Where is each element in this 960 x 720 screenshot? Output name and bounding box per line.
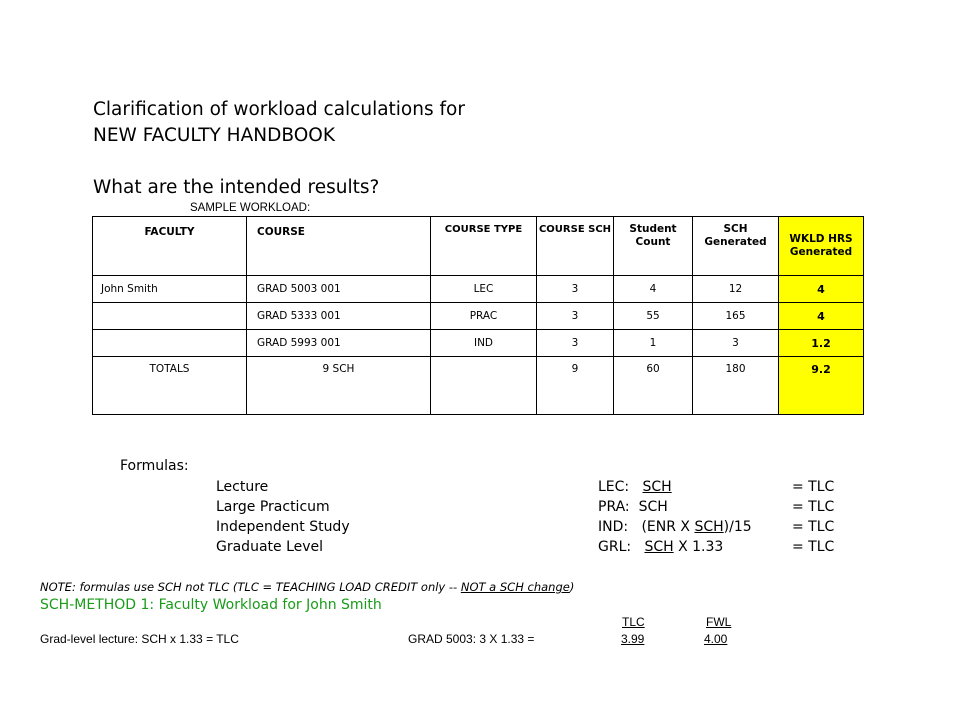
cell-faculty (93, 330, 247, 357)
note-text: NOTE: formulas use SCH not TLC (TLC = TEACHING LOAD CREDIT only -- NOT a SCH change) (40, 580, 575, 594)
cell-sch: 3 (537, 330, 614, 357)
cell-totals-course: 9 SCH (247, 357, 431, 415)
cell-wkld: 4 (779, 303, 864, 330)
tlc-value: 3.99 (621, 632, 645, 646)
sample-workload-label: SAMPLE WORKLOAD: (190, 202, 311, 214)
formula-name: Independent Study (216, 519, 350, 535)
cell-faculty: John Smith (93, 276, 247, 303)
cell-sch: 3 (537, 276, 614, 303)
header-wkld-hrs: WKLD HRS Generated (779, 217, 864, 276)
cell-totals-sch: 9 (537, 357, 614, 415)
cell-totals-wkld: 9.2 (779, 357, 864, 415)
formula-expression: LEC: SCH (598, 479, 672, 495)
formula-result: = TLC (792, 539, 835, 555)
cell-totals-count: 60 (614, 357, 693, 415)
title-line-1: Clarification of workload calculations for (93, 99, 465, 120)
question-heading: What are the intended results? (93, 177, 380, 198)
cell-count: 55 (614, 303, 693, 330)
formula-expression: PRA: SCH (598, 499, 668, 515)
table-row (93, 303, 864, 330)
formula-name: Lecture (216, 479, 269, 495)
cell-faculty (93, 303, 247, 330)
calc-course: GRAD 5003: 3 X 1.33 = (408, 632, 535, 646)
cell-type: LEC (431, 276, 537, 303)
cell-wkld: 4 (779, 276, 864, 303)
cell-totals-sch-generated: 180 (693, 357, 779, 415)
fwl-value: 4.00 (704, 632, 728, 646)
formula-expression: GRL: SCH X 1.33 (598, 539, 724, 555)
formula-name: Large Practicum (216, 499, 330, 515)
formula-row (216, 517, 835, 537)
cell-count: 1 (614, 330, 693, 357)
formula-result: = TLC (792, 479, 835, 495)
header-student-count: Student Count (614, 217, 693, 276)
formula-name: Graduate Level (216, 539, 324, 555)
fwl-header: FWL (706, 615, 732, 629)
cell-totals-type (431, 357, 537, 415)
method-heading: SCH-METHOD 1: Faculty Workload for John Smith (40, 597, 382, 613)
cell-totals-label: TOTALS (93, 357, 247, 415)
formula-result: = TLC (792, 499, 835, 515)
totals-row (93, 357, 864, 415)
formula-row (216, 477, 835, 497)
cell-sch-generated: 165 (693, 303, 779, 330)
header-course-type: COURSE TYPE (431, 217, 537, 276)
header-course: COURSE (247, 217, 431, 276)
cell-course: GRAD 5003 001 (247, 276, 431, 303)
cell-course: GRAD 5333 001 (247, 303, 431, 330)
cell-sch: 3 (537, 303, 614, 330)
formula-row (216, 537, 835, 557)
formula-expression: IND: (ENR X SCH)/15 (598, 519, 752, 535)
formula-result: = TLC (792, 519, 835, 535)
cell-type: PRAC (431, 303, 537, 330)
header-faculty: FACULTY (93, 217, 247, 276)
cell-course: GRAD 5993 001 (247, 330, 431, 357)
header-sch-generated: SCH Generated (693, 217, 779, 276)
formula-row (216, 497, 835, 517)
cell-sch-generated: 3 (693, 330, 779, 357)
cell-type: IND (431, 330, 537, 357)
table-row (93, 330, 864, 357)
table-row (93, 276, 864, 303)
cell-wkld: 1.2 (779, 330, 864, 357)
workload-table (92, 216, 864, 415)
title-line-2: NEW FACULTY HANDBOOK (93, 125, 335, 146)
calc-description: Grad-level lecture: SCH x 1.33 = TLC (40, 632, 239, 646)
table-header-row (93, 217, 864, 276)
cell-count: 4 (614, 276, 693, 303)
cell-sch-generated: 12 (693, 276, 779, 303)
formulas-heading: Formulas: (120, 458, 189, 474)
tlc-header: TLC (622, 615, 645, 629)
header-course-sch: COURSE SCH (537, 217, 614, 276)
